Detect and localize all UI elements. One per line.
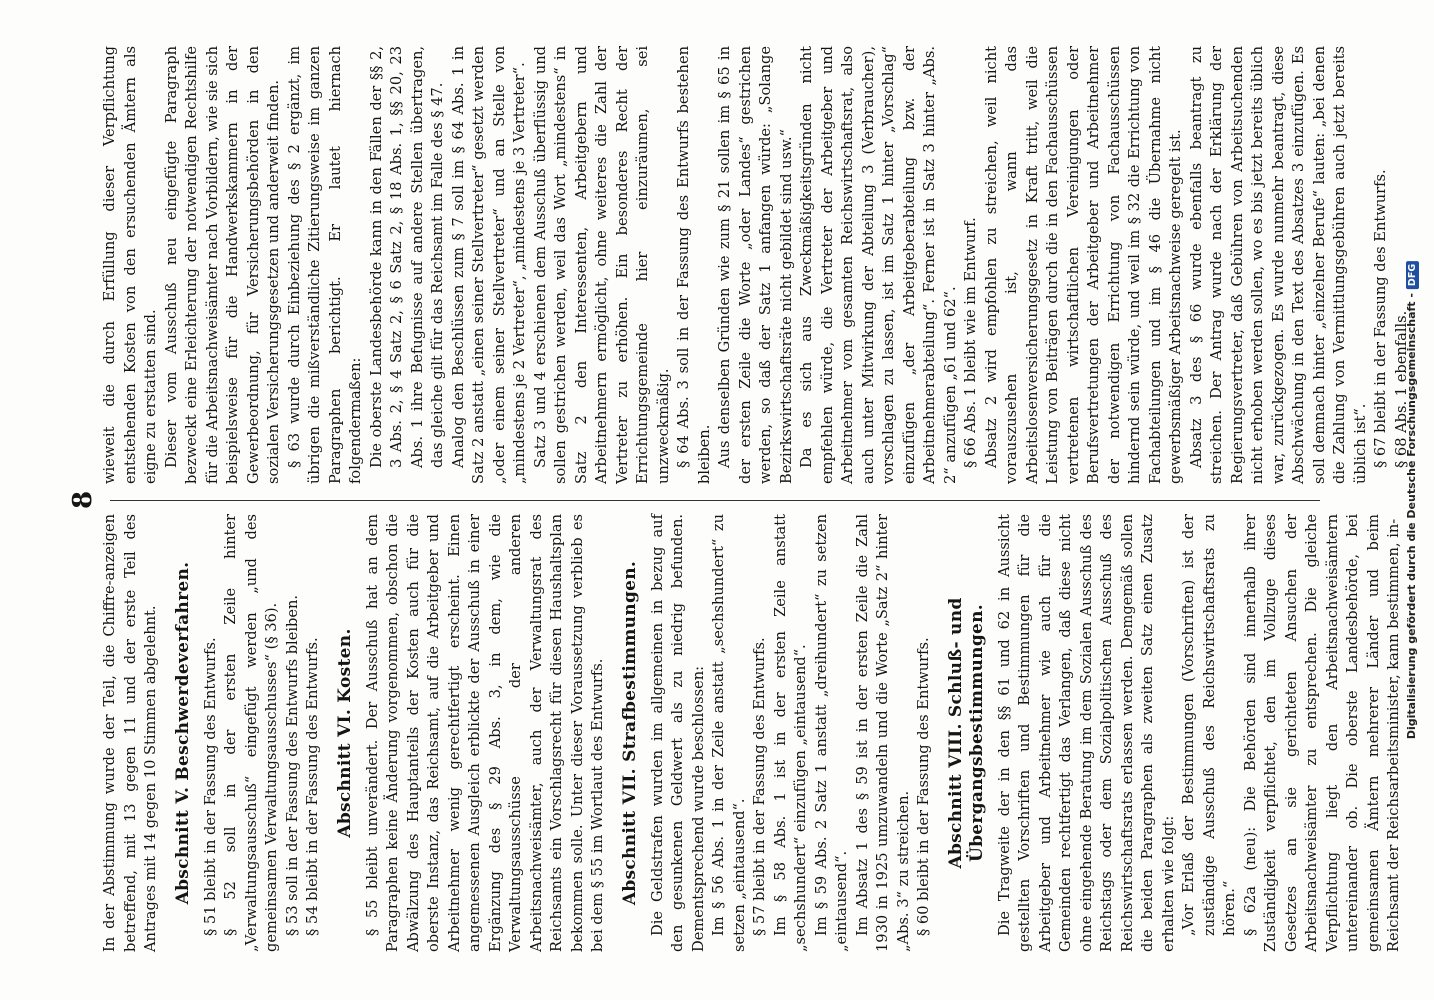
paragraph: § 66 Abs. 1 bleibt wie im Entwurf.	[962, 217, 979, 468]
paragraph: Im § 56 Abs. 1 in der Zeile anstatt „sechshundert“ zu setzen „eintausend“.	[710, 514, 748, 952]
right-text-column	[100, 45, 1410, 484]
paragraph: § 64 Abs. 3 soll in der Fassung des Entwurfs bestehen bleiben.	[675, 46, 713, 484]
left-text-column	[100, 514, 1402, 952]
paragraph: § 62a (neu): Die Behörden sind innerhalb ihrer Zuständigkeit verpflichtet, den im Vollzuge dieses Gesetzes an sie gerichteten Ansuchen der Arbeitsnachweisämter zu entsprechen. Die gleiche Verpflichtung liegt den Arbeitsnachweisämtern untereinander ob. Die oberste Landesbehörde, bei gemeinsamen Ämtern mehrerer Länder und beim Reichsamt der Reichsarbeitsminister, kann bestimmen, in-	[1241, 514, 1402, 952]
funding-credit-text: Digitalisierung gefördert durch die Deutsche Forschungsgemeinschaft -	[1405, 293, 1418, 740]
paragraph: Dieser vom Ausschuß neu eingefügte Paragraph bezweckt eine Erleichterung der notwendigen Rechtshilfe für die Arbeitsnachweisämter nach Vorbildern, wie sie sich beispielsweise für die Handwerkskammern in der Gewerbeordnung, für Versicherungsbehörden in den sozialen Versicherungsgesetzen und anderweit finden.	[162, 45, 282, 484]
paragraph: § 55 bleibt unverändert. Der Ausschuß hat an dem Paragraphen keine Änderung vorgenommen, obschon die Abwälzung des Hauptanteils der Kosten auch für die oberste Instanz, das Reichsamt, auf die Arbeitgeber und Arbeitnehmer wenig gerechtfertigt erscheint. Einen angemessenen Ausgleich erblickte der Ausschuß in einer Ergänzung des § 29 Abs. 3, in dem, wie die Verwaltungsausschüsse der anderen Arbeitsnachweisämter, auch der Verwaltungsrat des Reichsamts ein Vorschlagsrecht für diesen Haushaltsplan bekommen solle. Unter dieser Voraussetzung verblieb es bei dem § 55 im Wortlaut des Entwurfs.	[363, 514, 606, 952]
paragraph: § 68 Abs. 1 ebenfalls.	[1392, 310, 1410, 468]
paragraph: In der Abstimmung wurde der Teil, die Chiffre-anzeigen betreffend, mit 13 gegen 11 und der erste Teil des Antrages mit 14 gegen 10 Stimmen abgelehnt.	[101, 514, 159, 952]
paragraph: Die Geldstrafen wurden im allgemeinen in bezug auf den gesunkenen Geldwert als zu niedrig befunden. Dementsprechend wurde beschlossen:	[648, 514, 707, 952]
section-heading: Abschnitt V. Beschwerdeverfahren.	[172, 561, 193, 905]
paragraph: § 52 soll in der ersten Zeile hinter „Verwaltungsausschuß“ eingefügt werden „und des gemeinsamen Verwaltungsausschusses“ (§ 36).	[222, 514, 280, 952]
paragraph: Analog den Beschlüssen zum § 7 soll im § 64 Abs. 1 in Satz 2 anstatt „einen seiner Stellvertreter“ gesetzt werden „oder einem seiner Stellvertreter“ und an Stelle von „mindestens je 2 Vertreter“, „mindestens je 3 Vertreter“.	[449, 46, 528, 484]
paragraph: wieweit die durch Erfüllung dieser Verpflichtung entstehenden Kosten von den ersuchenden Ämtern als eigne zu erstatten sind.	[101, 46, 159, 484]
paragraph: Absatz 2 wird empfohlen zu streichen, weil nicht vorauszusehen ist, wann das Arbeitslosenversicherungsgesetz in Kraft tritt, weil die Leistung von Beiträgen durch die in den Fachausschüssen vertretenen wirtschaftlichen Vereinigungen oder Berufsvertretungen der Arbeitgeber und Arbeitnehmer der notwendigen Errichtung von Fachausschüssen hindernd sein würde, und weil im § 32 die Errichtung von Fachabteilungen und im § 46 die Übernahme nicht gewerbsmäßiger Arbeitsnachweise geregelt ist.	[982, 46, 1184, 484]
section-heading: Abschnitt VIII. Schluß- und Übergangsbestimmungen.	[945, 597, 987, 869]
quoted-provision: Die oberste Landesbehörde kann in den Fällen der §§ 2, 3 Abs. 2, § 4 Satz 2, § 6 Satz 2, § 18 Abs. 1, §§ 20, 23 Abs. 1 ihre Befugnisse auf andere Stellen übertragen, das gleiche gilt für das Reichsamt im Falle des § 47.	[367, 46, 446, 468]
section-heading: Abschnitt VII. Strafbestimmungen.	[619, 560, 640, 906]
paragraph: Satz 3 und 4 erschienen dem Ausschuß überflüssig und sollen gestrichen werden, weil das Wort „mindestens“ in Satz 2 den Interessenten, Arbeitgebern und Arbeitnehmern ermöglicht, ohne weiteres die Zahl der Vertreter zu erhöhen. Ein besonderes Recht der Errichtungsgemeinde hier einzuräumen, sei unzweckmäßig.	[531, 46, 672, 484]
paragraph: Im Absatz 1 des § 59 ist in der ersten Zeile die Zahl 1930 in 1925 umzuwandeln und die Worte „Satz 2“ hinter „Abs. 3“ zu streichen.	[853, 514, 912, 952]
paragraph: Im § 59 Abs. 2 Satz 1 anstatt „dreihundert“ zu setzen „eintausend“.	[812, 514, 850, 952]
paragraph: § 54 bleibt in der Fassung des Entwurfs.	[304, 637, 321, 936]
paragraph: Die Tragweite der in den §§ 61 und 62 in Aussicht gestellten Vorschriften und Bestimmungen für die Arbeitgeber und Arbeitnehmer wie auch für die Gemeinden rechtfertigt das Verlangen, daß diese nicht ohne eingehende Beratung im dem Sozialen Ausschuß des Reichstags oder dem Sozialpolitischen Ausschuß des Reichswirtschaftsrats erlassen werden. Demgemäß sollen die beiden Paragraphen als zweiten Satz einen Zusatz erhalten wie folgt:	[995, 514, 1177, 952]
paragraph: Da es sich aus Zweckmäßigkeitsgründen nicht empfehlen würde, die Vertreter der Arbeitgeber und Arbeitnehmer vom gesamten Reichswirtschaftsrat, also auch unter Mitwirkung der Abteilung 3 (Verbraucher), vorschlagen zu lassen, ist im Satz 1 hinter „Vorschlag“ einzufügen „der Arbeitgeberabteilung bzw. der Arbeitnehmerabteilung“. Ferner ist in Satz 3 hinter „Abs. 2“ anzufügen „61 und 62“.	[798, 46, 959, 484]
paragraph: § 53 soll in der Fassung des Entwurfs bleiben.	[283, 594, 301, 936]
dfg-logo: DFG	[1406, 261, 1419, 289]
paragraph: § 60 bleibt in der Fassung des Entwurfs.	[915, 637, 932, 936]
page-number: 8	[68, 490, 98, 510]
paragraph: Absatz 3 des § 66 wurde ebenfalls beantragt zu streichen. Der Antrag wurde nach der Erklärung der Regierungsvertreter, daß Gebühren von Arbeitsuchenden nicht erhoben werden sollen, wo es bis jetzt bereits üblich war, zurückgezogen. Es wurde nunmehr beantragt, diese Abschwächung in den Text des Absatzes 3 einzufügen. Es soll demnach hinter „einzelner Berufe“ lauten: „bei denen die Zahlung von Vermittlungsgebühren auch jetzt bereits üblich ist“.	[1187, 46, 1369, 484]
section-heading: Abschnitt VI. Kosten.	[334, 628, 355, 838]
paragraph: § 63 wurde durch Einbeziehung des § 2 ergänzt, im übrigen die mißverständliche Zitierungsweise im ganzen Paragraphen berichtigt. Er lautet hiernach folgendermaßen:	[285, 46, 364, 484]
paragraph: § 51 bleibt in der Fassung des Entwurfs.	[201, 637, 219, 936]
paragraph: § 67 bleibt in der Fassung des Entwurfs.	[1372, 169, 1389, 468]
paragraph: Aus denselben Gründen wie zum § 21 sollen im § 65 in der ersten Zeile die Worte „oder Landes“ gestrichen werden, so daß der Satz 1 anfangen würde: „Solange Bezirkswirtschaftsräte nicht gebildet sind usw.“	[716, 46, 795, 484]
column-divider	[110, 500, 1320, 501]
funding-credit	[1405, 261, 1419, 739]
quoted-provision: „Vor Erlaß der Bestimmungen (Vorschriften) ist der zuständige Ausschuß des Reichswirtschaftsrats zu hören.“	[1180, 514, 1238, 936]
paragraph: § 57 bleibt in der Fassung des Entwurfs.	[751, 637, 768, 936]
paragraph: Im § 58 Abs. 1 ist in der ersten Zeile anstatt „sechshundert“ einzufügen „eintausend“.	[771, 514, 809, 952]
